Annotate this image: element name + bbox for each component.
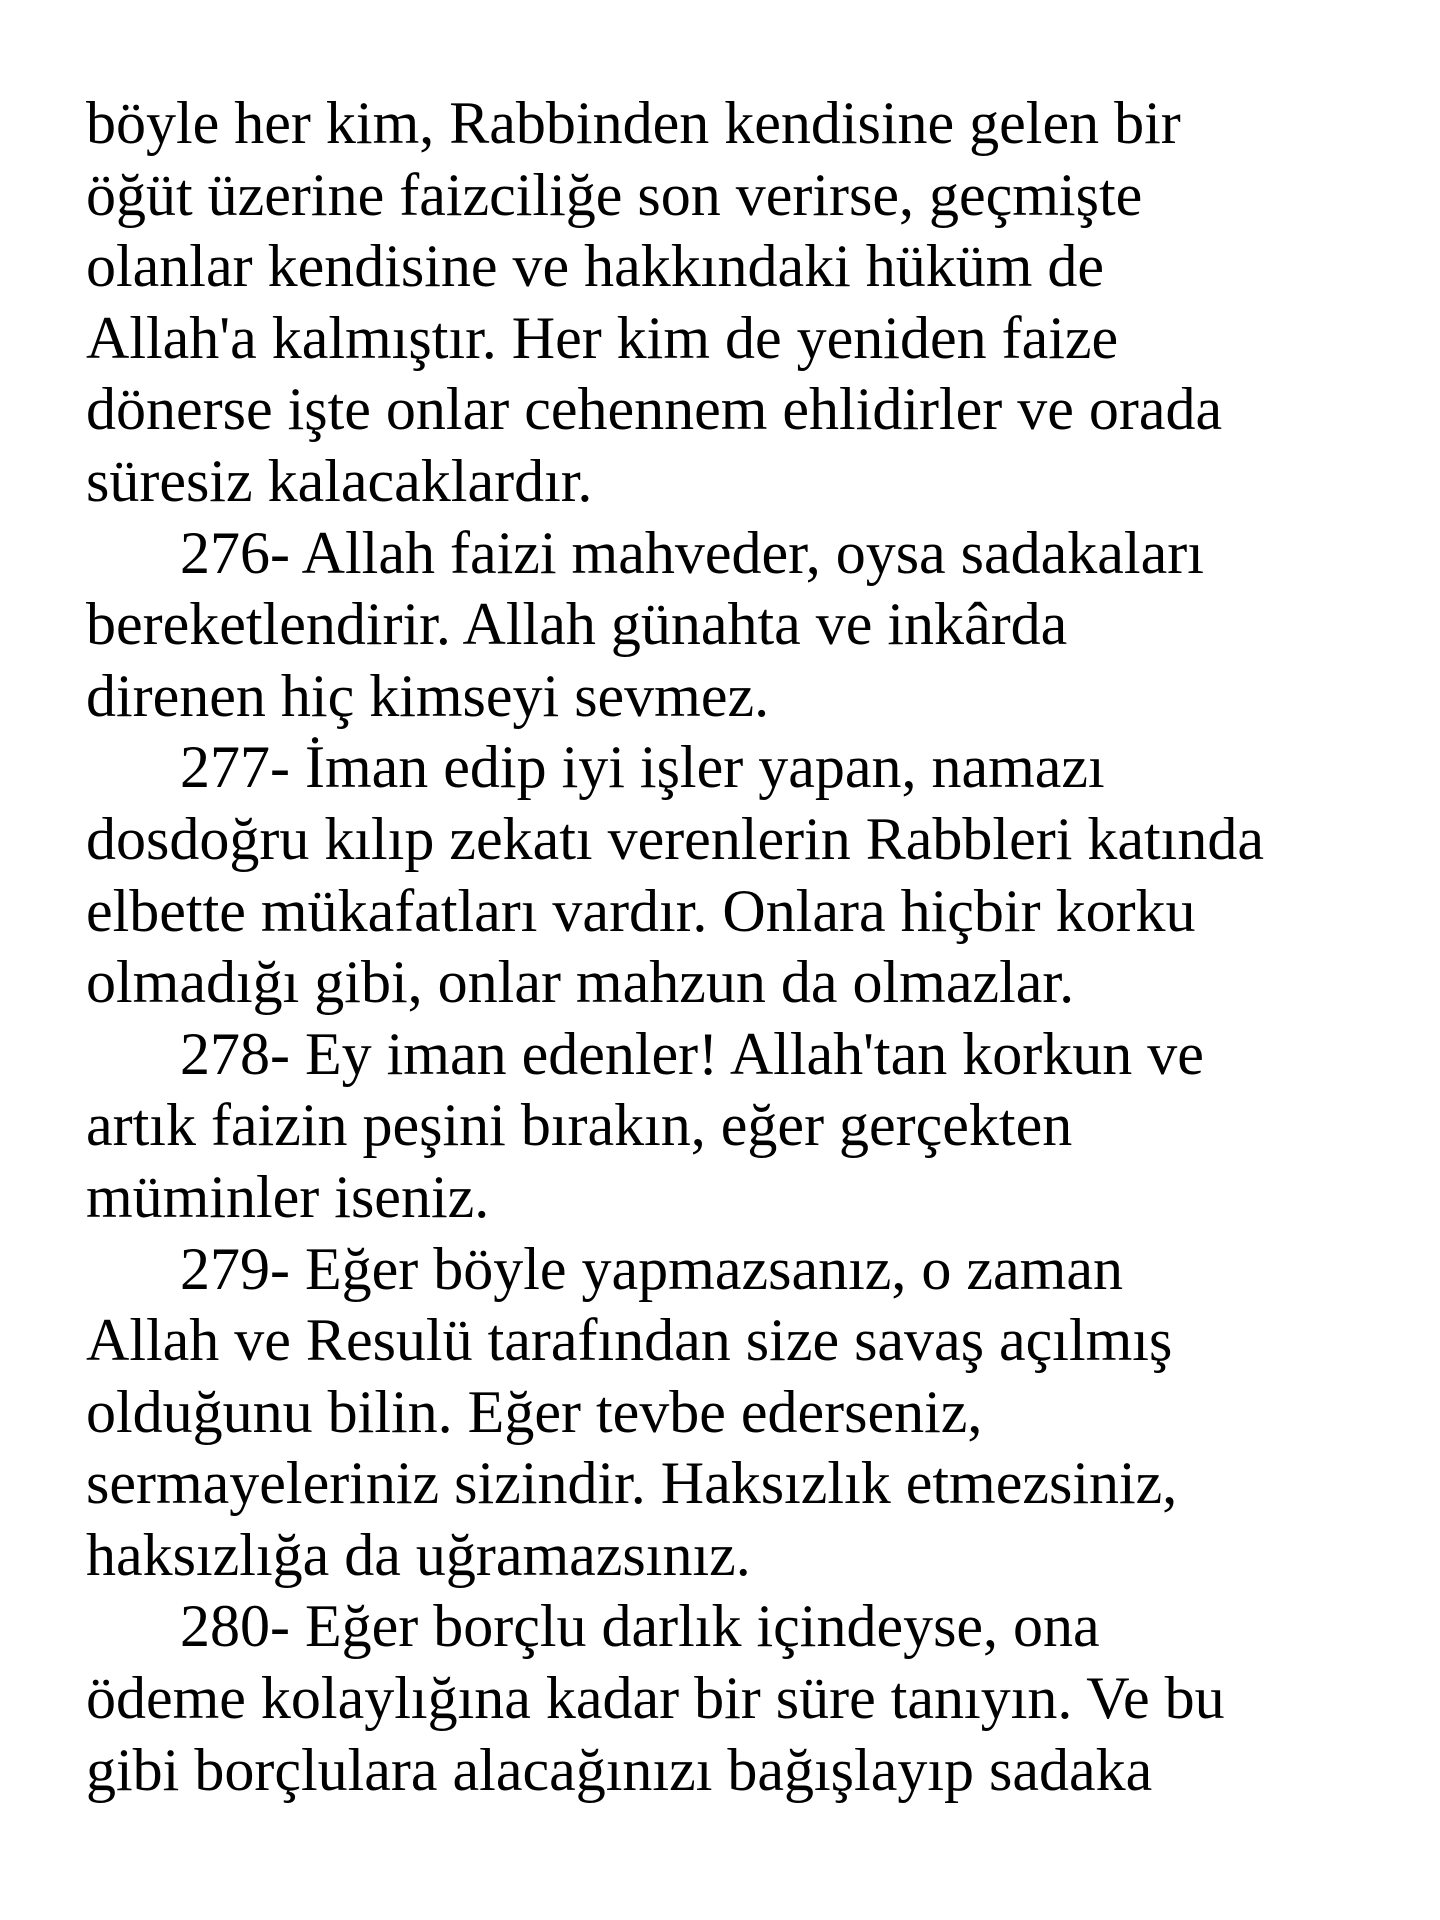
- document-page: [86, 88, 1426, 1806]
- verse-280-start: 280- Eğer borçlu darlık içindeyse, ona: [180, 1593, 1100, 1660]
- text-line: artık faizin peşini bırakın, eğer gerçekten: [86, 1092, 1073, 1159]
- text-line: olduğunu bilin. Eğer tevbe ederseniz,: [86, 1378, 983, 1445]
- text-line: olmadığı gibi, onlar mahzun da olmazlar.: [86, 949, 1075, 1016]
- verse-279-start: 279- Eğer böyle yapmazsanız, o zaman: [180, 1235, 1123, 1302]
- text-line: direnen hiç kimseyi sevmez.: [86, 662, 770, 729]
- text-line: gibi borçlulara alacağınızı bağışlayıp sadaka: [86, 1736, 1153, 1803]
- text-line: dönerse işte onlar cehennem ehlidirler ve orada: [86, 376, 1223, 443]
- verse-278-start: 278- Ey iman edenler! Allah'tan korkun ve: [180, 1020, 1204, 1087]
- text-line: olanlar kendisine ve hakkındaki hüküm de: [86, 233, 1105, 300]
- text-line: böyle her kim, Rabbinden kendisine gelen bir: [86, 90, 1181, 156]
- text-line: haksızlığa da uğramazsınız.: [86, 1521, 751, 1588]
- text-line: müminler iseniz.: [86, 1163, 490, 1230]
- text-line: dosdoğru kılıp zekatı verenlerin Rabbleri katında: [86, 805, 1264, 872]
- text-line: sermayeleriniz sizindir. Haksızlık etmezsiniz,: [86, 1450, 1178, 1517]
- verse-277-start: 277- İman edip iyi işler yapan, namazı: [180, 734, 1105, 801]
- verse-276-start: 276- Allah faizi mahveder, oysa sadakaları: [180, 519, 1204, 586]
- text-line: Allah ve Resulü tarafından size savaş açılmış: [86, 1307, 1173, 1374]
- text-line: öğüt üzerine faizciliğe son verirse, geçmişte: [86, 161, 1143, 228]
- text-line: Allah'a kalmıştır. Her kim de yeniden faize: [86, 304, 1119, 371]
- text-line: bereketlendirir. Allah günahta ve inkârda: [86, 591, 1068, 658]
- text-line: süresiz kalacaklardır.: [86, 447, 593, 514]
- text-line: elbette mükafatları vardır. Onlara hiçbir korku: [86, 877, 1196, 944]
- text-line: ödeme kolaylığına kadar bir süre tanıyın. Ve bu: [86, 1665, 1225, 1732]
